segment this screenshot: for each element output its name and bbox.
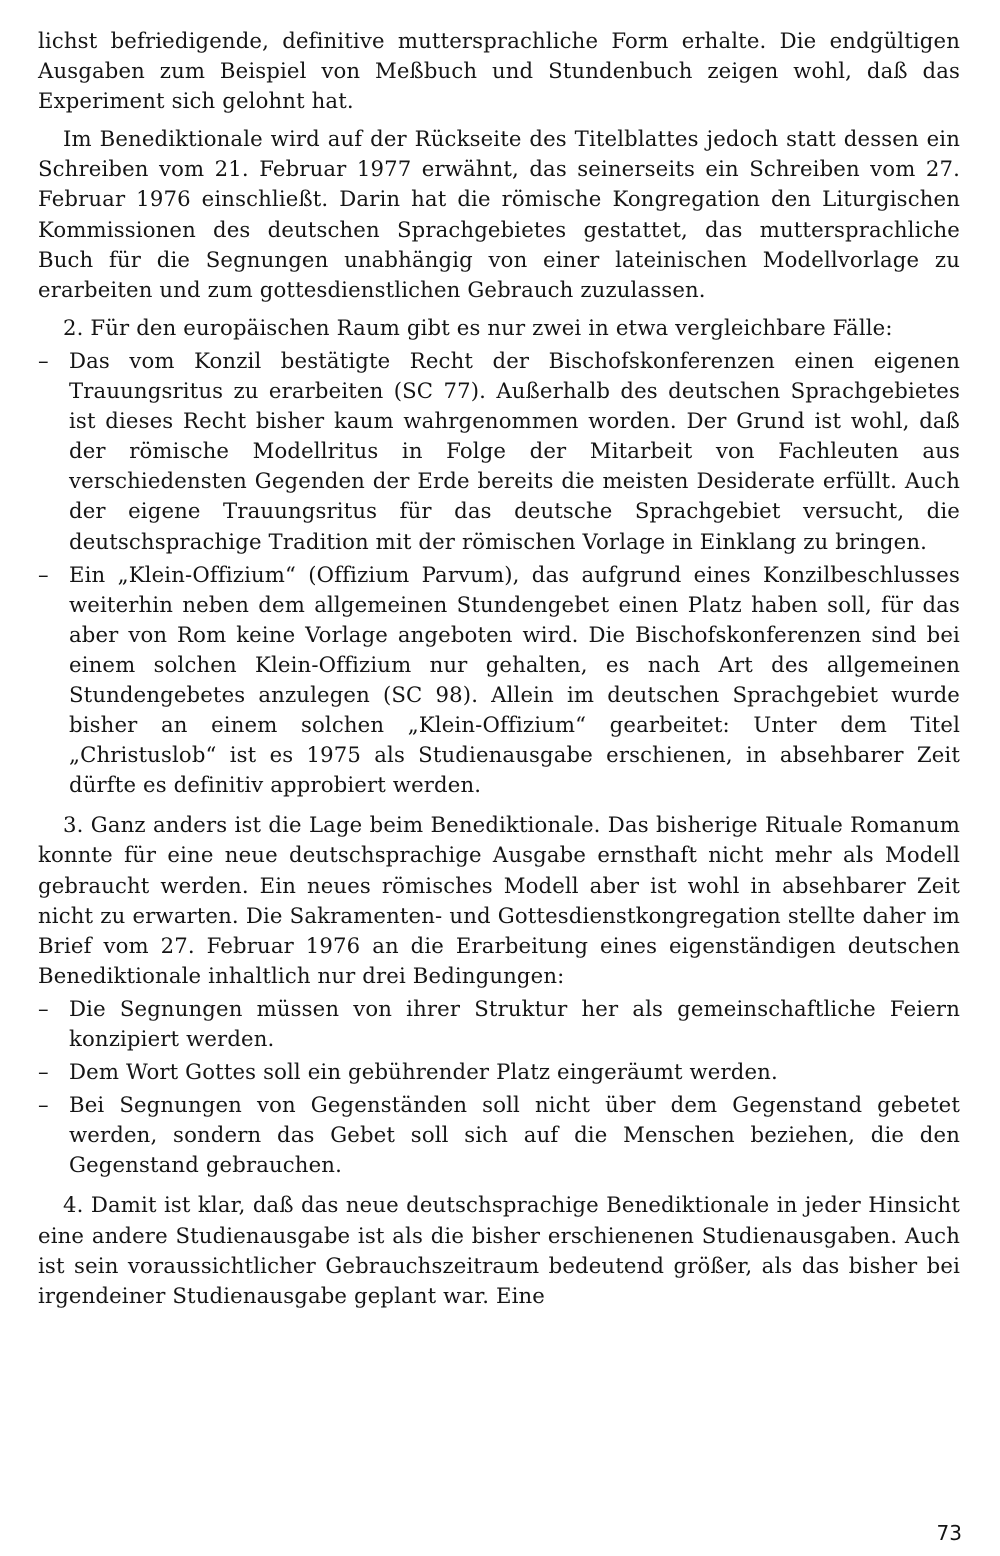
list-item — [38, 346, 960, 557]
paragraph-section-4: 4. Damit ist klar, daß das neue deutschsprachige Benediktionale in jeder Hinsicht eine andere Studienausgabe ist als die bisher erschienenen Studienausgaben. Auch ist sein voraussichtlicher Gebrauchszeitraum bedeutend größer, als das bisher bei irgendeiner Studienausgabe geplant war. Eine — [38, 1192, 960, 1308]
list-dash: – — [38, 1059, 49, 1085]
page-number: 73 — [936, 1521, 962, 1545]
document-page — [38, 26, 960, 1319]
list-dash: – — [38, 561, 49, 587]
paragraph-benediktionale-letter: Im Benediktionale wird auf der Rückseite des Titelblattes jedoch statt dessen ein Schreiben vom 21. Februar 1977 erwähnt, das seinerseits ein Schreiben vom 27. Februar 1976 einschließt. Darin hat die römische Kongregation den Liturgischen Kommissionen des deutschen Sprachgebietes gestattet, das muttersprachliche Buch für die Segnungen unabhängig von einer lateinischen Modellvorlage zu erarbeiten und zum gottesdienstlichen Gebrauch zuzulassen. — [38, 126, 960, 302]
list-item-text: Die Segnungen müssen von ihrer Struktur her als gemeinschaftliche Feiern konzipiert werden. — [69, 995, 960, 1051]
list-item — [38, 1057, 960, 1087]
list-item-text: Bei Segnungen von Gegenständen soll nicht über dem Gegenstand gebetet werden, sondern das Gebet soll sich auf die Menschen beziehen, die den Gegenstand gebrauchen. — [69, 1092, 960, 1178]
list-item — [38, 560, 960, 801]
paragraph-section-2: 2. Für den europäischen Raum gibt es nur zwei in etwa vergleichbare Fälle: — [63, 314, 893, 340]
list-dash: – — [38, 1092, 49, 1118]
list-dash: – — [38, 347, 49, 373]
list-item-text: Ein „Klein-Offizium“ (Offizium Parvum), das aufgrund eines Konzilbeschlusses weiterhin neben dem allgemeinen Stundengebet einen Platz haben soll, für das aber von Rom keine Vorlage angeboten wird. Die Bischofskonferenzen sind bei einem solchen Klein-Offizium nur gehalten, es nach Art des allgemeinen Stundengebetes anzulegen (SC 98). Allein im deutschen Sprachgebiet wurde bisher an einem solchen „Klein-Offizium“ gearbeitet: Unter dem Titel „Christuslob“ ist es 1975 als Studienausgabe erschienen, in absehbarer Zeit dürfte es definitiv approbiert werden. — [69, 561, 960, 798]
paragraph-section-3: 3. Ganz anders ist die Lage beim Benediktionale. Das bisherige Rituale Romanum konnte für eine neue deutschsprachige Ausgabe ernsthaft nicht mehr als Modell gebraucht werden. Ein neues römisches Modell aber ist wohl in absehbarer Zeit nicht zu erwarten. Die Sakramenten- und Gottesdienstkongregation stellte daher im Brief vom 27. Februar 1976 an die Erarbeitung eines eigenständigen deutschen Benediktionale inhaltlich nur drei Bedingungen: — [38, 812, 960, 988]
list-item-text: Dem Wort Gottes soll ein gebührender Platz eingeräumt werden. — [69, 1059, 778, 1085]
list-item-text: Das vom Konzil bestätigte Recht der Bischofskonferenzen einen eigenen Trauungsritus zu erarbeiten (SC 77). Außerhalb des deutschen Sprachgebietes ist dieses Recht bisher kaum wahrgenommen worden. Der Grund ist wohl, daß der römische Modellritus in Folge der Mitarbeit von Fachleuten aus verschiedensten Gegenden der Erde bereits die meisten Desiderate erfüllt. Auch der eigene Trauungsritus für das deutsche Sprachgebiet versucht, die deutschsprachige Tradition mit der römischen Vorlage in Einklang zu bringen. — [69, 347, 960, 554]
list-item — [38, 1090, 960, 1180]
list-item — [38, 994, 960, 1054]
paragraph-continued: lichst befriedigende, definitive muttersprachliche Form erhalte. Die endgültigen Ausgaben zum Beispiel von Meßbuch und Stundenbuch zeigen wohl, daß das Experiment sich gelohnt hat. — [38, 28, 960, 114]
list-dash: – — [38, 995, 49, 1021]
